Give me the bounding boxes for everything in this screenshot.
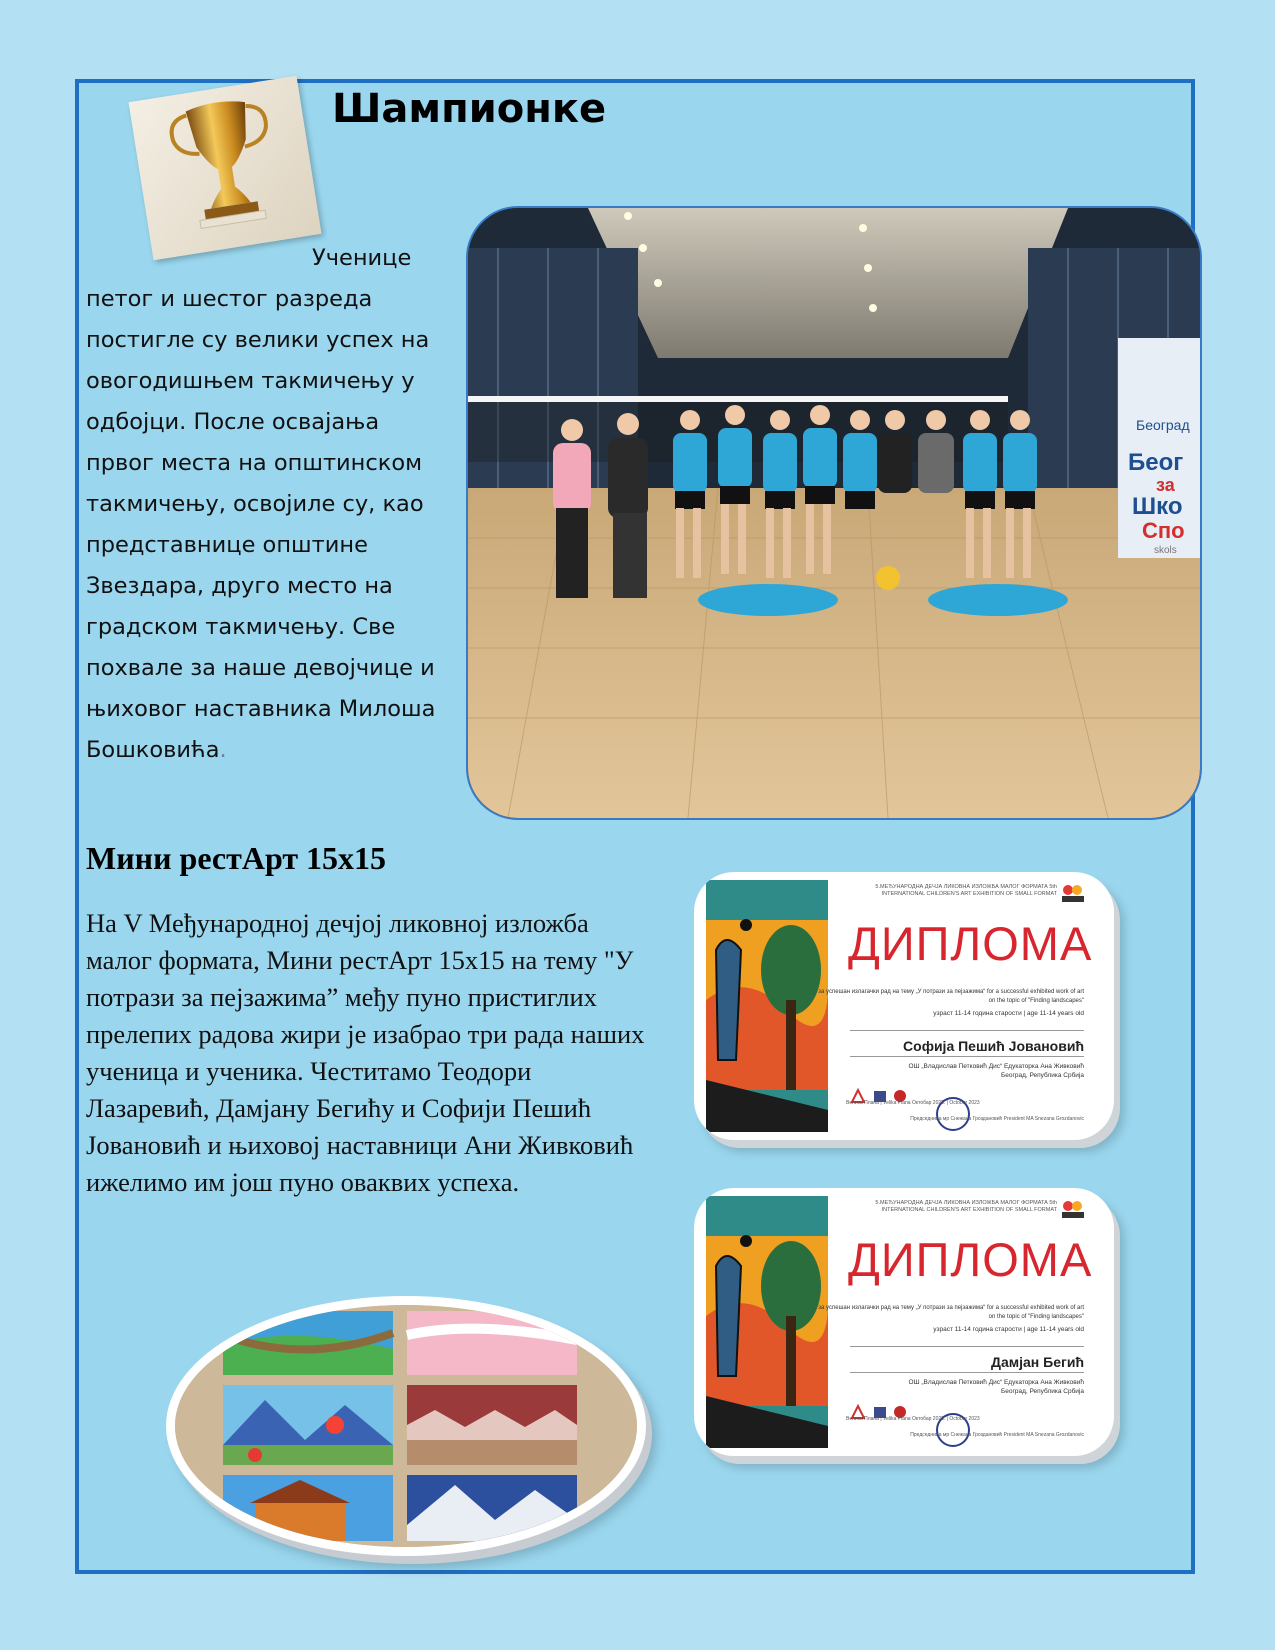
diploma-recipient: Софија Пешић Јовановић (903, 1038, 1084, 1054)
section-title-champions: Шампионке (332, 86, 607, 132)
divider (850, 1056, 1084, 1057)
paintings-photo (166, 1296, 646, 1556)
diploma-recipient: Дамјан Бегић (991, 1354, 1084, 1370)
banner-line-1: Беог (1128, 449, 1184, 476)
exhibition-logo-icon (1060, 1198, 1086, 1220)
diploma-card (694, 1188, 1114, 1456)
diploma-header: 5.МЕЂУНАРОДНА ДЕЧЈА ЛИКОВНА ИЗЛОЖБА МАЛОГ ФОРМАТА 5th INTERNATIONAL CHILDREN'S ART EXHIBITION OF SMALL FORMAT (875, 1200, 1057, 1213)
banner-line-4: Спо (1142, 518, 1185, 543)
volleyball-team-photo (466, 206, 1202, 820)
diploma-title: ДИПЛОМА (848, 1233, 1093, 1286)
divider (850, 1346, 1084, 1347)
diploma-header: 5.МЕЂУНАРОДНА ДЕЧЈА ЛИКОВНА ИЗЛОЖБА МАЛОГ ФОРМАТА 5th INTERNATIONAL CHILDREN'S ART EXHIBITION OF SMALL FORMAT (875, 884, 1057, 897)
diploma-signature: Председница мр Снежана Гроздановић President MA Snezana Grozdanovic (910, 1432, 1084, 1438)
banner-logo-text: Београд (1136, 417, 1190, 433)
diploma-artwork (706, 1196, 828, 1448)
diploma-signature: Председница мр Снежана Гроздановић President MA Snezana Grozdanovic (910, 1116, 1084, 1122)
diploma-age: узраст 11-14 година старости | age 11-14 years old (933, 1326, 1084, 1333)
section-title-mini-restart: Мини рестАрт 15х15 (86, 840, 387, 876)
banner-line-5: skols (1154, 545, 1177, 556)
divider (850, 1030, 1084, 1031)
diploma-card (694, 872, 1114, 1140)
diploma-age: узраст 11-14 година старости | age 11-14 years old (933, 1010, 1084, 1017)
exhibition-logo-icon (1060, 882, 1086, 904)
paragraph-first-word: Ученице (312, 245, 412, 271)
banner-line-2: за (1156, 475, 1175, 495)
diploma-title: ДИПЛОМА (848, 917, 1093, 970)
diploma-school: ОШ „Владислав Петковић Дис“ Едукаторка Ана Живковић Београд, Република Србија (908, 1063, 1084, 1079)
divider (850, 1372, 1084, 1373)
diploma-artwork (706, 880, 828, 1132)
paragraph-body: петог и шестог разреда постигле су велики успех на овогодишњем такмичењу у одбојци. После освајања првог места на општинском такмичењу, освојиле су, као представнице општине Звездара, друго место на градском такмичењу. Све похвале за наше девојчице и њиховог наставника Милоша Бошковића (86, 286, 436, 763)
champions-paragraph (86, 238, 454, 771)
diploma-school: ОШ „Владислав Петковић Дис“ Едукаторка Ана Живковић Београд, Република Србија (908, 1379, 1084, 1395)
diploma-subtitle: за успешан излагачки рад на тему „У потрази за пејзажима“ for a successful exhibited work of art on the topic of "Finding landscapes" (818, 1305, 1084, 1320)
mini-restart-paragraph: На V Међународној дечјој ликовној изложба малог формата, Мини рестАрт 15х15 на тему "У потрази за пејзажима” међу пуно пристиглих прелепих радова жири је изабрао три рада наших ученица и ученика. Честитамо Теодори Лазаревић, Дамјану Бегићу и Софији Пешић Јовановић и њиховој наставници Ани Живковић ижелимо им још пуно оваквих успеха. (86, 908, 645, 1197)
diploma-subtitle: за успешан излагачки рад на тему „У потрази за пејзажима“ for a successful exhibited work of art on the topic of "Finding landscapes" (818, 989, 1084, 1004)
diploma-footer: Велика Плана | Velika Plana Октобар 2023. | October 2023 (846, 1100, 980, 1106)
trophy-image (129, 76, 322, 261)
banner-line-3: Шко (1132, 493, 1183, 520)
diploma-footer: Велика Плана | Velika Plana Октобар 2023. | October 2023 (846, 1416, 980, 1422)
paragraph-trailing-dot: . (219, 737, 227, 763)
